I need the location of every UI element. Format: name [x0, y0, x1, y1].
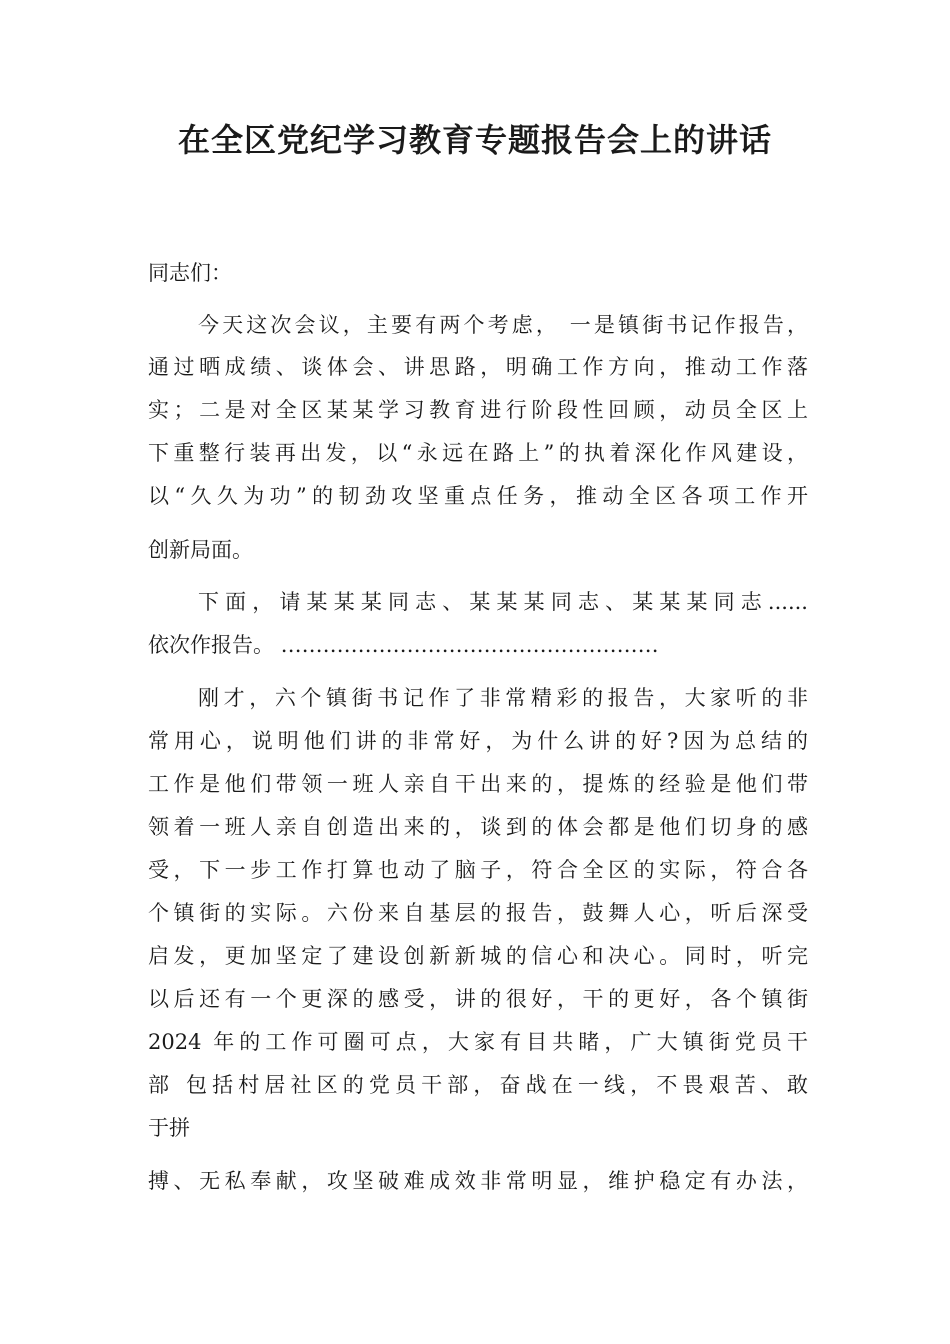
- paragraph-line: 通过晒成绩、谈体会、讲思路，明确工作方向，推动工作落: [148, 355, 808, 379]
- paragraph-line: 下面，请某某某同志、某某某同志、某某某同志......: [198, 590, 808, 614]
- paragraph-line: 创新局面。: [148, 538, 253, 562]
- paragraph-line: 实；二是对全区某某学习教育进行阶段性回顾，动员全区上: [148, 398, 808, 422]
- paragraph-line: 部 包括村居社区的党员干部，奋战在一线，不畏艰苦、敢: [148, 1073, 808, 1097]
- paragraph-line: 下重整行装再出发，以“永远在路上”的执着深化作风建设，: [148, 441, 808, 465]
- document-title: 在全区党纪学习教育专题报告会上的讲话: [177, 121, 772, 159]
- paragraph-line: 领着一班人亲自创造出来的，谈到的体会都是他们切身的感: [148, 815, 808, 839]
- paragraph-line: 工作是他们带领一班人亲自干出来的，提炼的经验是他们带: [148, 772, 808, 796]
- paragraph-line: 以“久久为功”的韧劲攻坚重点任务，推动全区各项工作开: [148, 484, 808, 508]
- paragraph-line: 启发，更加坚定了建设创新新城的信心和决心。同时，听完: [148, 944, 808, 968]
- paragraph-line: 常用心，说明他们讲的非常好，为什么讲的好?因为总结的: [148, 729, 808, 753]
- paragraph-line: 依次作报告。 ………………………………………………: [148, 633, 659, 657]
- paragraph-line: 于拼: [148, 1116, 190, 1140]
- paragraph-line: 2024 年的工作可圈可点，大家有目共睹，广大镇街党员干: [148, 1030, 808, 1054]
- paragraph-line: 今天这次会议，主要有两个考虑， 一是镇街书记作报告，: [198, 313, 808, 337]
- paragraph-line: 受，下一步工作打算也动了脑子，符合全区的实际，符合各: [148, 858, 808, 882]
- paragraph-line: 以后还有一个更深的感受，讲的很好，干的更好，各个镇街: [148, 987, 808, 1011]
- paragraph-line: 个镇街的实际。六份来自基层的报告，鼓舞人心，听后深受: [148, 901, 808, 925]
- paragraph-line: 刚才，六个镇街书记作了非常精彩的报告，大家听的非: [198, 686, 808, 710]
- paragraph-line: 搏、无私奉献，攻坚破难成效非常明显，维护稳定有办法，: [148, 1169, 808, 1193]
- salutation: 同志们：: [148, 261, 232, 285]
